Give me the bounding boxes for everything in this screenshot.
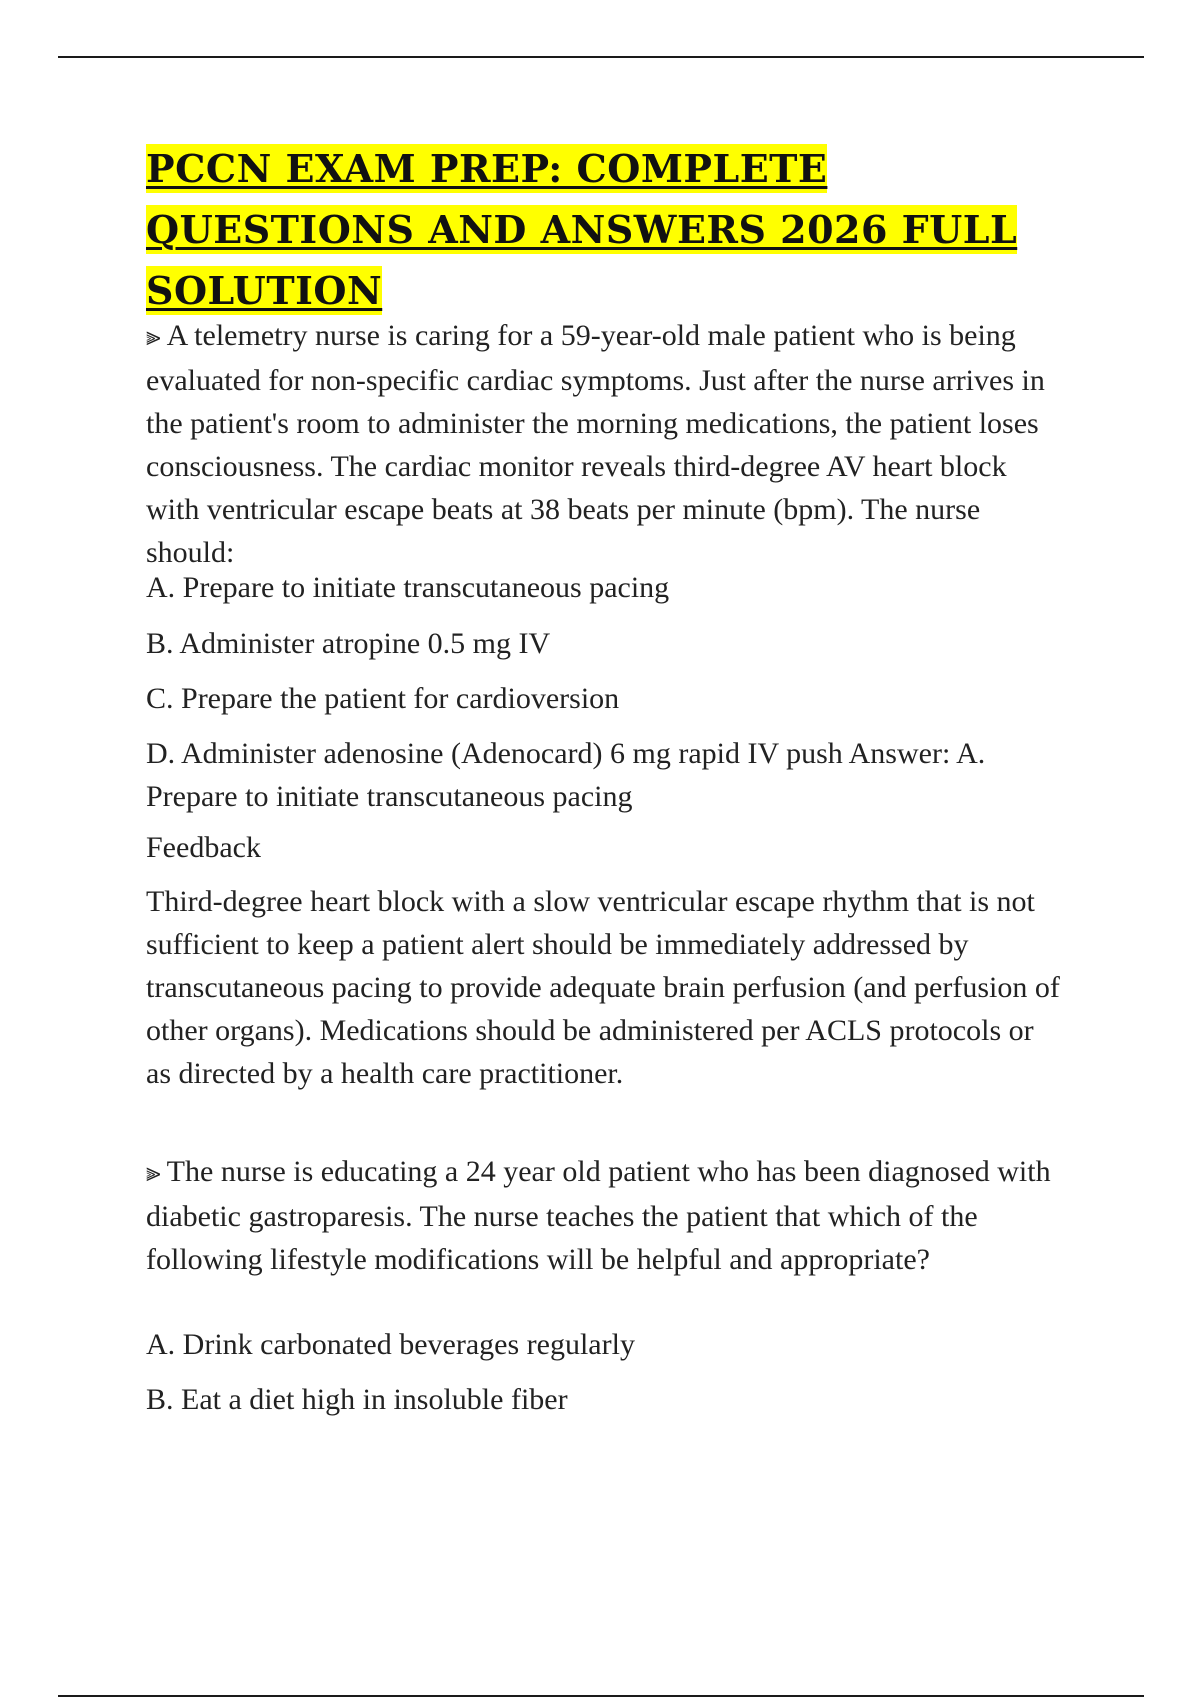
option-a-text: A. Prepare to initiate transcutaneous pacing [146,571,670,604]
top-divider [58,56,1144,58]
question-2-stem [146,1150,1066,1281]
feedback-label: Feedback [146,831,261,864]
question-1-feedback [146,880,1066,1095]
document-title [146,138,1066,321]
option-d-text: D. Administer adenosine (Adenocard) 6 mg rapid IV push Answer: A. Prepare to initiate transcutaneous pacing [146,737,986,813]
feedback-text: Third-degree heart block with a slow ventricular escape rhythm that is not sufficient to keep a patient alert should be immediately addressed by transcutaneous pacing to provide adequate brain perfusion (and perfusion of other organs). Medications should be administered per ACLS protocols or as directed by a health care practitioner. [146,885,1060,1090]
question-2-option-a [146,1323,1066,1366]
bottom-divider [58,1695,1144,1697]
question-1-stem [146,314,1066,574]
question-1-stem-text: A telemetry nurse is caring for a 59-year-old male patient who is being evaluated for non-specific cardiac symptoms. Just after the nurse arrives in the patient's room to administer the morning medications, the patient loses consciousness. The cardiac monitor reveals third-degree AV heart block with ventricular escape beats at 38 beats per minute (bpm). The nurse should: [146,319,1045,569]
question-2-option-b [146,1378,1066,1421]
question-2-stem-text: The nurse is educating a 24 year old patient who has been diagnosed with diabetic gastroparesis. The nurse teaches the patient that which of the following lifestyle modifications will be helpful and appropriate? [146,1155,1051,1276]
arrow-bullet-icon: ⫸ [146,1158,161,1188]
option-b-text: B. Eat a diet high in insoluble fiber [146,1383,568,1416]
question-1-feedback-label [146,826,1066,869]
option-c-text: C. Prepare the patient for cardioversion [146,682,620,715]
option-a-text: A. Drink carbonated beverages regularly [146,1328,635,1361]
question-1-option-c [146,677,1066,720]
question-1-option-b [146,622,1066,665]
document-title-text: PCCN EXAM PREP: COMPLETE QUESTIONS AND ANSWERS 2026 FULL SOLUTION [146,146,1018,313]
question-2 [146,1150,1066,1281]
question-1-option-a [146,566,1066,609]
question-1 [146,314,1066,574]
arrow-bullet-icon: ⫸ [146,322,161,352]
option-b-text: B. Administer atropine 0.5 mg IV [146,627,551,660]
question-1-option-d [146,732,1066,818]
